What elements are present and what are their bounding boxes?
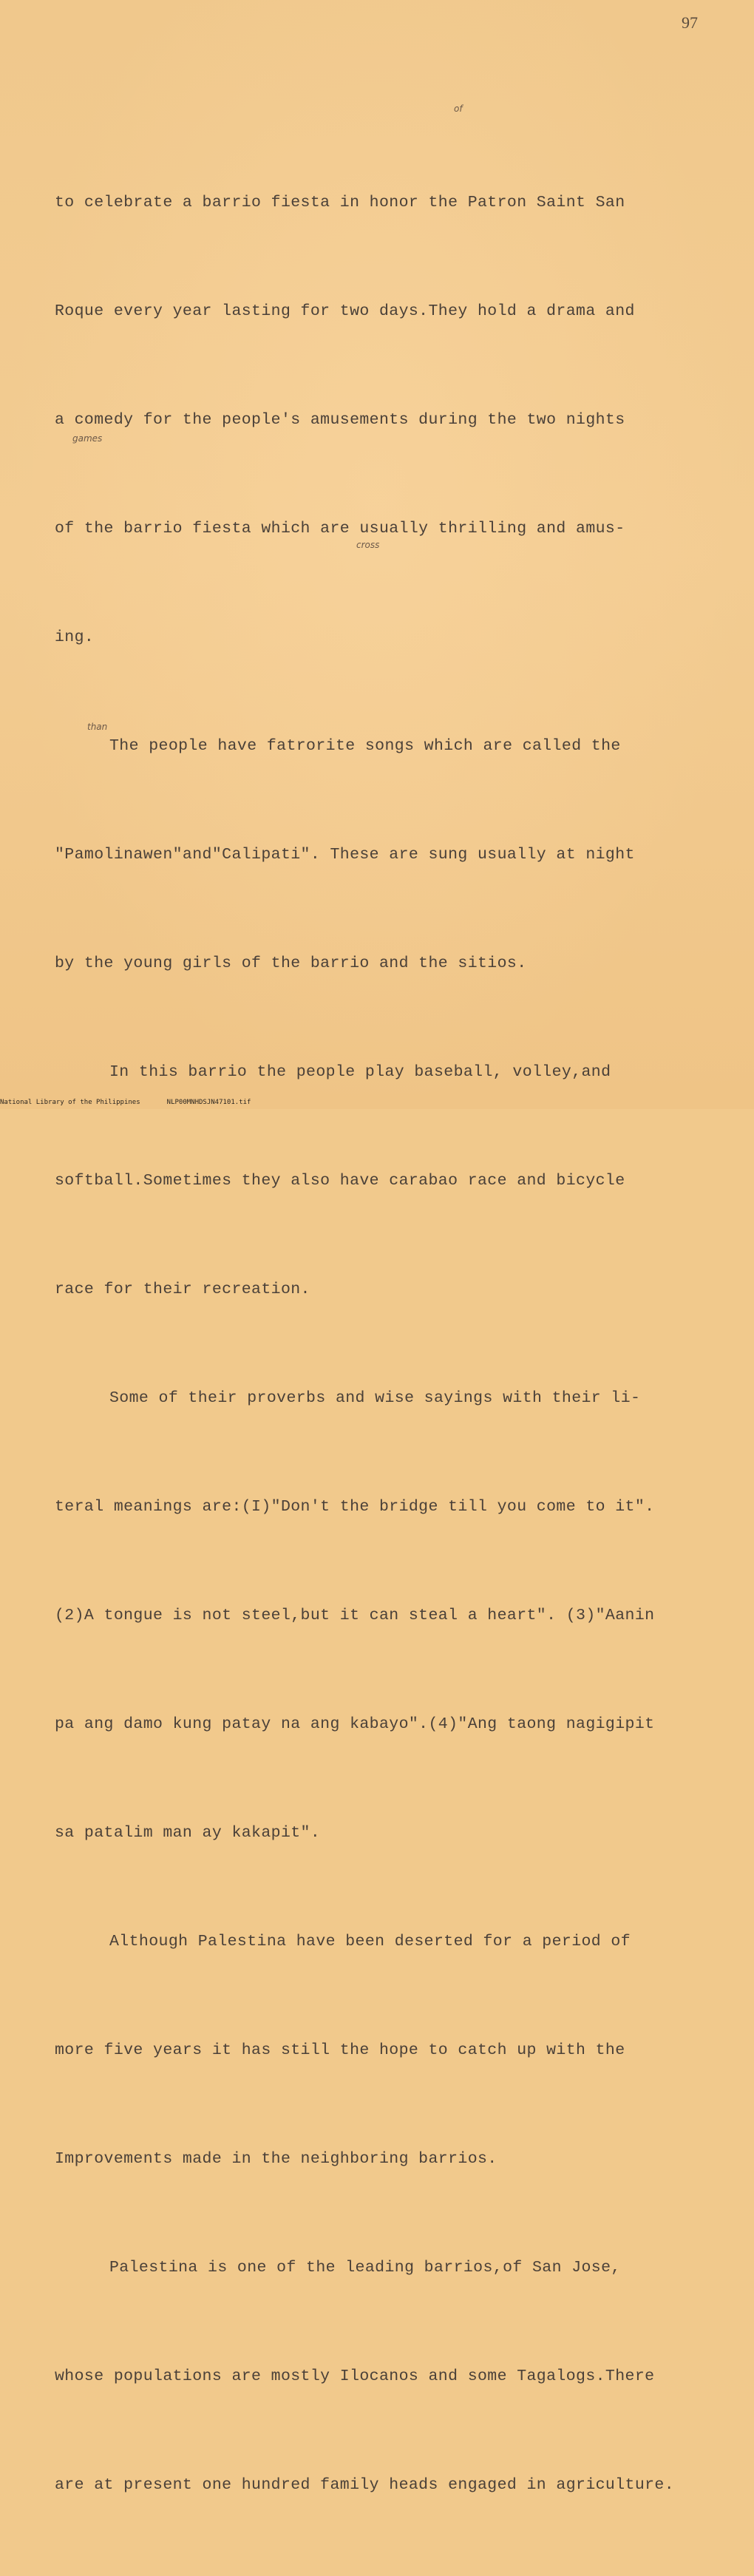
- paragraph-start-line: Palestina is one of the leading barrios,of San Jose,: [109, 2259, 621, 2277]
- text-line: pa ang damo kung patay na ang kabayo".(4)"Ang taong nagigipit: [55, 1715, 655, 1733]
- footer-library: National Library of the Philippines: [0, 1099, 140, 1106]
- text-line: to celebrate a barrio fiesta in honor the Patron Saint San: [55, 194, 625, 211]
- paragraph-start-line: Some of their proverbs and wise sayings with their li-: [109, 1389, 641, 1407]
- text-line: teral meanings are:(I)"Don't the bridge till you come to it".: [55, 1498, 655, 1516]
- text-line: softball.Sometimes they also have carabao race and bicycle: [55, 1172, 625, 1190]
- text-line: sa patalim man ay kakapit".: [55, 1824, 321, 1842]
- scan-footer: [0, 1099, 277, 1106]
- text-line: Roque every year lasting for two days.They hold a drama and: [55, 302, 635, 320]
- text-line: Improvements made in the neighboring barrios.: [55, 2150, 497, 2168]
- text-line: race for their recreation.: [55, 1281, 310, 1298]
- typed-body-text: [55, 112, 742, 2576]
- text-line: (2)A tongue is not steel,but it can steal a heart". (3)"Aanin: [55, 1607, 655, 1624]
- text-line: whose populations are mostly Ilocanos and some Tagalogs.There: [55, 2367, 655, 2385]
- text-line: a comedy for the people's amusements during the two nights: [55, 411, 625, 429]
- handwritten-insertion-cross: cross: [356, 540, 380, 550]
- text-line: ing.: [55, 628, 95, 646]
- text-line: "Pamolinawen"and"Calipati". These are sung usually at night: [55, 846, 635, 864]
- handwritten-insertion-than: than: [87, 722, 108, 732]
- paragraph-start-line: Although Palestina have been deserted for a period of: [109, 1933, 631, 1950]
- paragraph-start-line: The people have fatrorite songs which are called the: [109, 737, 621, 755]
- handwritten-insertion-of: of: [454, 104, 463, 114]
- page-number: 97: [682, 13, 698, 32]
- handwritten-insertion-games: games: [72, 433, 103, 444]
- paragraph-start-line: In this barrio the people play baseball, volley,and: [109, 1063, 611, 1081]
- text-line: are at present one hundred family heads engaged in agriculture.: [55, 2476, 675, 2494]
- text-line: of the barrio fiesta which are usually thrilling and amus-: [55, 520, 625, 538]
- text-line: more five years it has still the hope to catch up with the: [55, 2041, 625, 2059]
- footer-filename: NLP00MNHDSJN47101.tif: [166, 1099, 251, 1106]
- text-line: by the young girls of the barrio and the sitios.: [55, 955, 527, 972]
